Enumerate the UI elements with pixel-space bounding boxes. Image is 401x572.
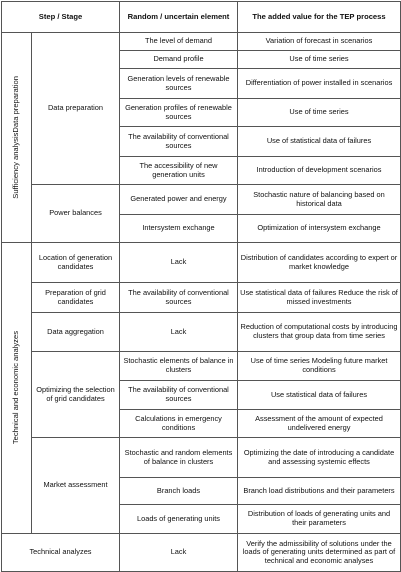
header-step: Step / Stage [2, 2, 120, 33]
table-row [2, 33, 401, 51]
stage-technical-analyzes: Technical analyzes [2, 534, 120, 572]
random-element-cell: The availability of conventional sources [120, 283, 238, 313]
random-element-cell: The accessibility of new generation units [120, 157, 238, 185]
table-row [2, 313, 401, 352]
header-row [2, 2, 401, 33]
table-row [2, 243, 401, 283]
random-element-cell: Calculations in emergency conditions [120, 410, 238, 438]
stage-power-balances: Power balances [32, 185, 120, 243]
added-value-cell: Stochastic nature of balancing based on historical data [238, 185, 401, 215]
random-element-cell: Intersystem exchange [120, 215, 238, 243]
random-element-cell: Generation levels of renewable sources [120, 69, 238, 99]
table-row [2, 438, 401, 478]
table-row [2, 534, 401, 572]
stage-data-preparation: Data preparation [32, 33, 120, 185]
random-element-cell: The availability of conventional sources [120, 381, 238, 410]
random-element-cell: The availability of conventional sources [120, 127, 238, 157]
added-value-cell: Use of statistical data of failures [238, 127, 401, 157]
added-value-cell: Branch load distributions and their parameters [238, 478, 401, 505]
stage-preparation-of-grid-candidates: Preparation of grid candidates [32, 283, 120, 313]
table-row [2, 283, 401, 313]
random-element-cell: Lack [120, 243, 238, 283]
stage-location-of-generation-candidates: Location of generation candidates [32, 243, 120, 283]
added-value-cell: Distribution of candidates according to expert or market knowledge [238, 243, 401, 283]
random-element-cell: Loads of generating units [120, 505, 238, 534]
random-element-cell: Lack [120, 313, 238, 352]
random-element-cell: Generated power and energy [120, 185, 238, 215]
added-value-cell: Reduction of computational costs by introducing clusters that group data from time series [238, 313, 401, 352]
added-value-cell: Variation of forecast in scenarios [238, 33, 401, 51]
random-element-cell: Branch loads [120, 478, 238, 505]
added-value-cell: Assessment of the amount of expected undelivered energy [238, 410, 401, 438]
added-value-cell: Optimizing the date of introducing a candidate and assessing systemic effects [238, 438, 401, 478]
added-value-cell: Use of time series [238, 51, 401, 69]
added-value-cell: Use statistical data of failures [238, 381, 401, 410]
header-added-value: The added value for the TEP process [238, 2, 401, 33]
added-value-cell: Optimization of intersystem exchange [238, 215, 401, 243]
added-value-cell: Use statistical data of failures Reduce the risk of missed investments [238, 283, 401, 313]
random-element-cell: Stochastic and random elements of balance in clusters [120, 438, 238, 478]
random-element-cell: Demand profile [120, 51, 238, 69]
header-random-element: Random / uncertain element [120, 2, 238, 33]
added-value-cell: Introduction of development scenarios [238, 157, 401, 185]
added-value-cell: Verify the admissibility of solutions under the loads of generating units determined as part of technical and economic analyses [238, 534, 401, 572]
random-element-cell: Lack [120, 534, 238, 572]
stage-optimizing-grid-candidates: Optimizing the selection of grid candidates [32, 352, 120, 438]
stage-data-aggregation: Data aggregation [32, 313, 120, 352]
added-value-cell: Use of time series [238, 99, 401, 127]
stage-market-assessment: Market assessment [32, 438, 120, 534]
added-value-cell: Differentiation of power installed in scenarios [238, 69, 401, 99]
tep-process-table [1, 1, 401, 572]
table-row [2, 352, 401, 381]
random-element-cell: Generation profiles of renewable sources [120, 99, 238, 127]
random-element-cell: The level of demand [120, 33, 238, 51]
random-element-cell: Stochastic elements of balance in clusters [120, 352, 238, 381]
group-technical-economic-analyzes: Technical and economic analyzes [2, 243, 32, 534]
added-value-cell: Use of time series Modeling future market conditions [238, 352, 401, 381]
group-sufficiency-analysis: Sufficiency analysisData preparation [2, 33, 32, 243]
added-value-cell: Distribution of loads of generating units and their parameters [238, 505, 401, 534]
table-row [2, 185, 401, 215]
